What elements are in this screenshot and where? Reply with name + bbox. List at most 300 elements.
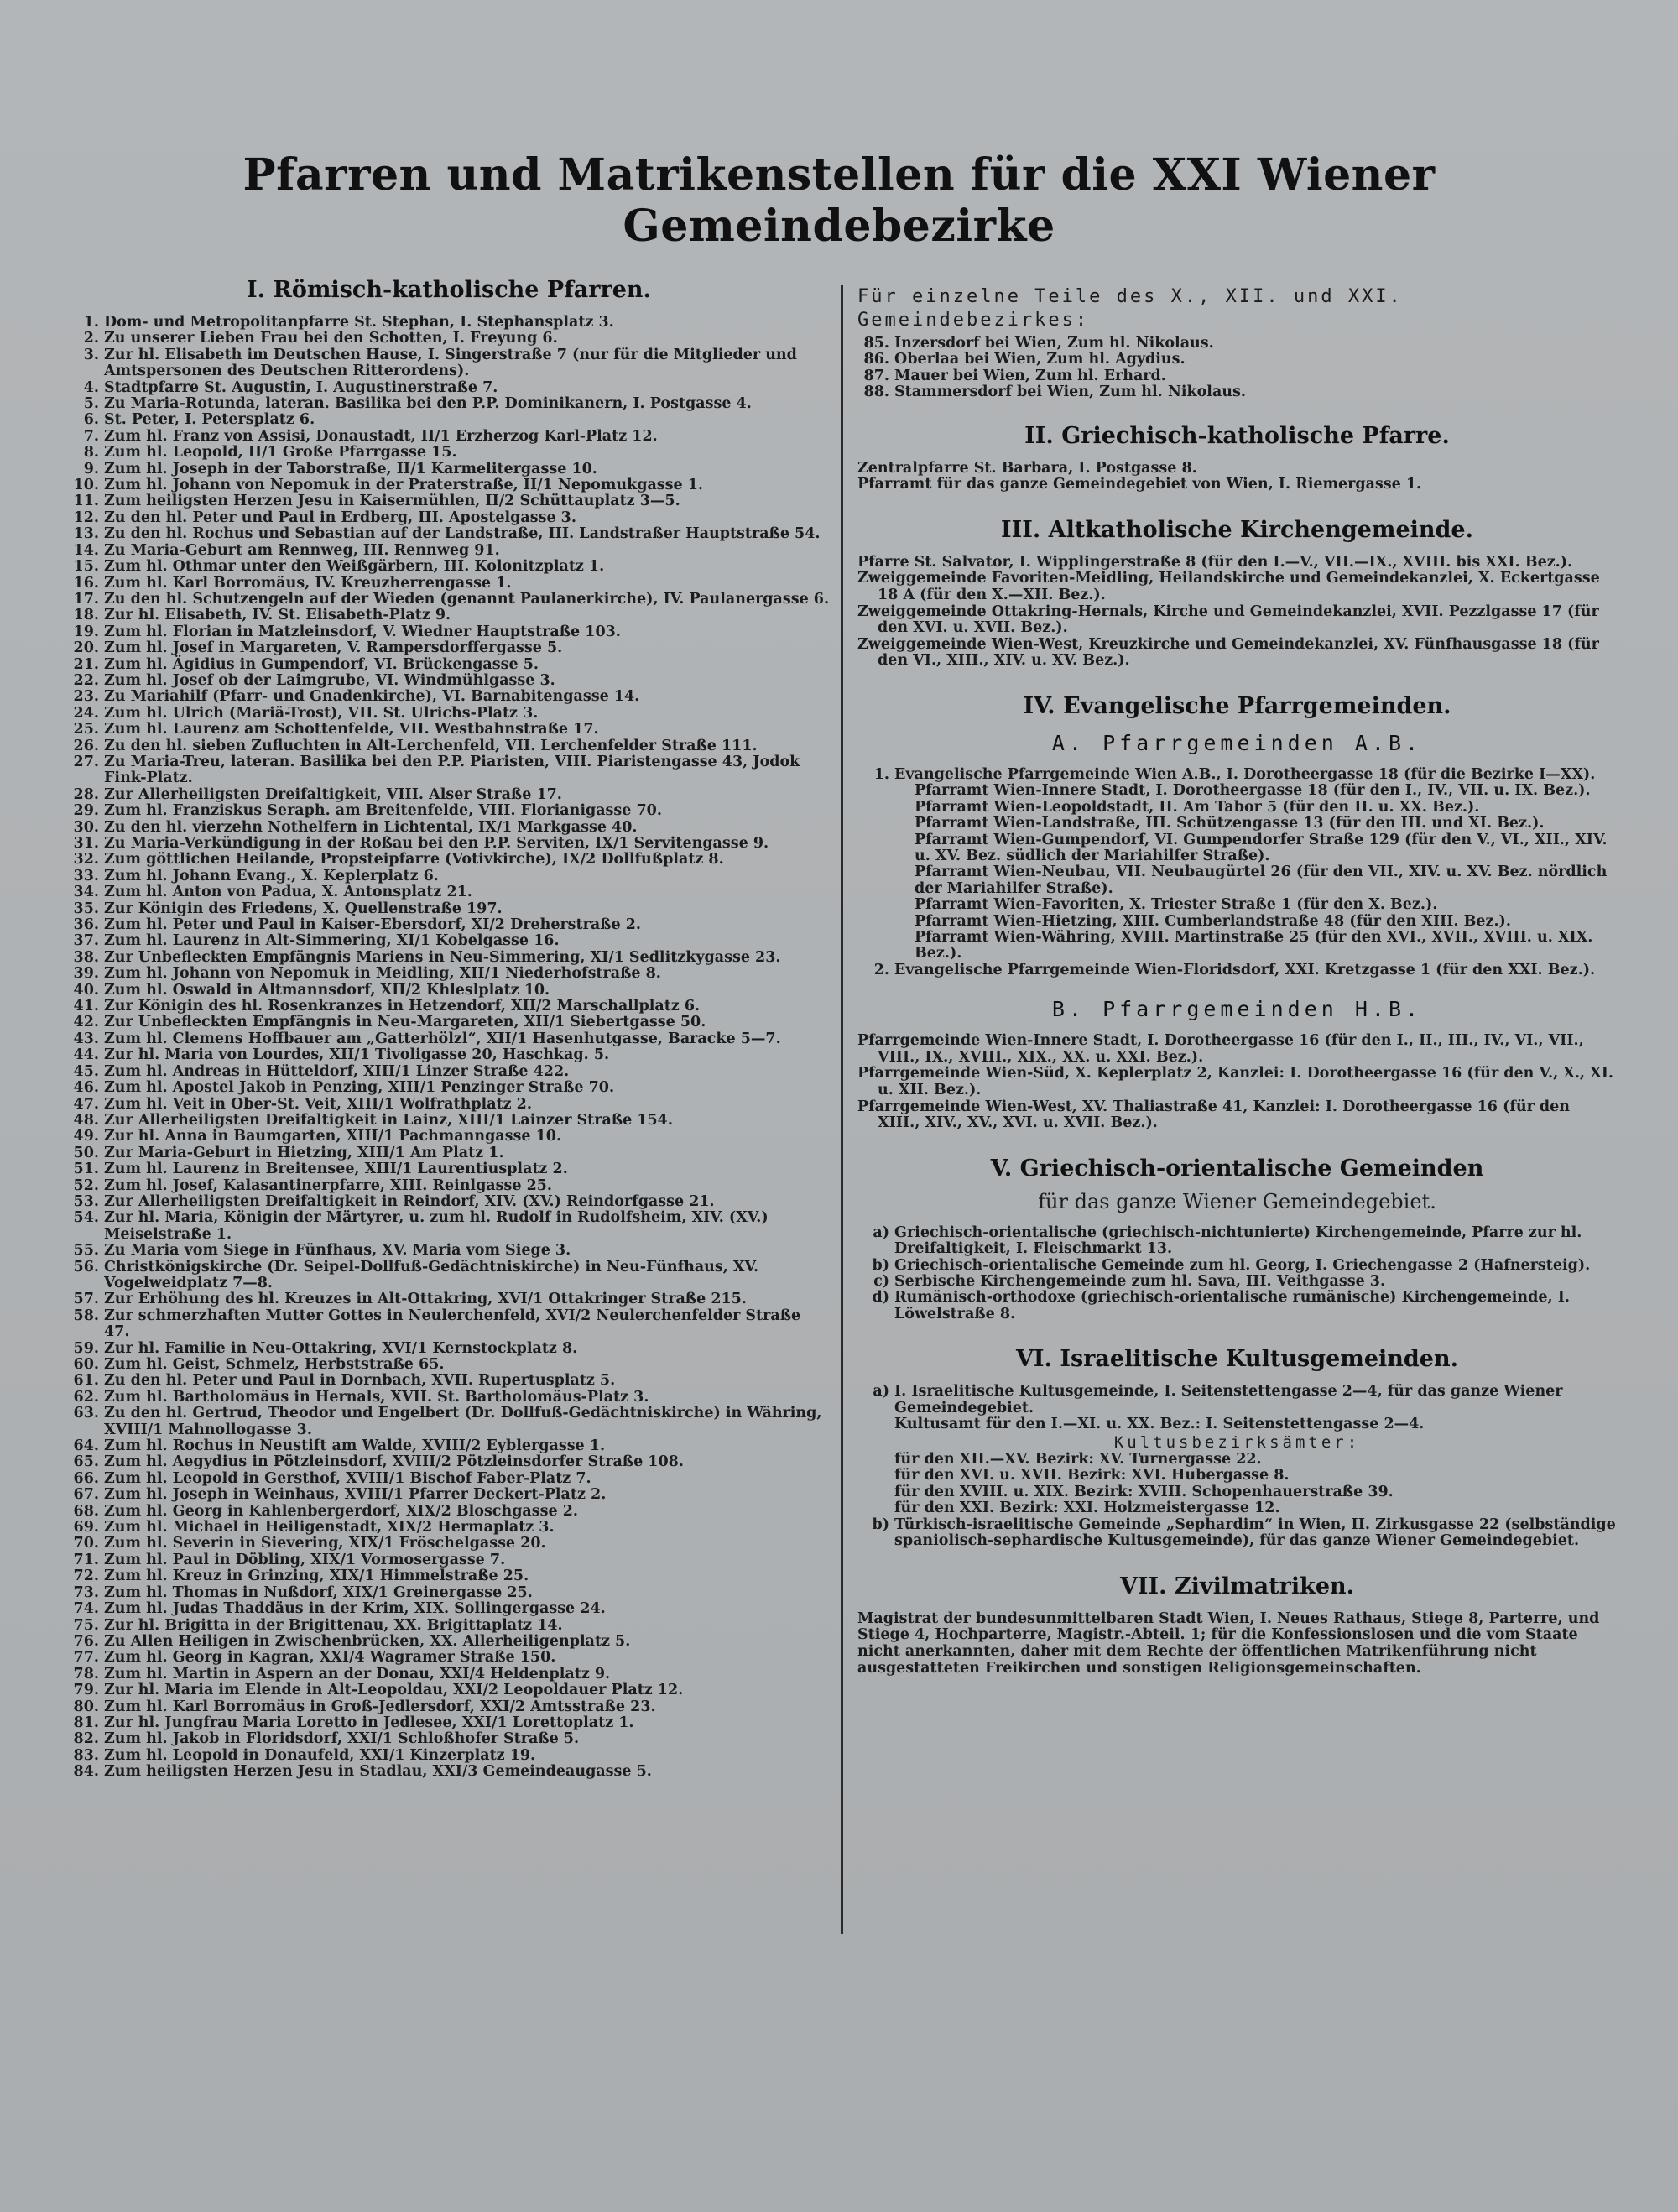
- entry-text: Zu den hl. Gertrud, Theodor und Engelbert (Dr. Dollfuß-Gedächtniskirche) in Währing, XVIII/1 Mahnollogasse 3.: [104, 1405, 822, 1438]
- entry-text: Zu Maria-Rotunda, lateran. Basilika bei den P.P. Dominikanern, I. Postgasse 4.: [104, 395, 752, 413]
- entry-text: Zu den hl. Peter und Paul in Dornbach, XVII. Rupertusplatz 5.: [104, 1372, 616, 1390]
- entry-text: Evangelische Pfarrgemeinde Wien-Floridsdorf, XXI. Kretzgasse 1 (für den XXI. Bez.).: [894, 961, 1596, 978]
- entry-text: Zur schmerzhaften Mutter Gottes in Neulerchenfeld, XVI/2 Neulerchenfelder Straße 47.: [104, 1307, 801, 1341]
- entry-number: [878, 783, 915, 799]
- entry-number: 16.: [73, 574, 99, 592]
- entry-text: Zur Königin des hl. Rosenkranzes in Hetzendorf, XII/2 Marschallplatz 6.: [104, 998, 701, 1015]
- entry-number: [878, 816, 915, 832]
- entry-number: 32.: [73, 851, 99, 869]
- entry-number: 61.: [73, 1372, 99, 1390]
- entry-text: I. Israelitische Kultusgemeinde, I. Seitenstettengasse 2—4, für das ganze Wiener Gemeindegebiet.: [894, 1383, 1563, 1416]
- parish-list-item: [67, 1373, 831, 1389]
- entry-number: 13.: [73, 525, 99, 543]
- entry-text: Pfarramt Wien-Währing, XVIII. Martinstraße 25 (für den XVI., XVII., XVIII. u. XIX. Bez.).: [915, 929, 1593, 963]
- kultusamt-line: Kultusamt für den I.—XI. u. XX. Bez.: I. Seitenstettengasse 2—4.: [894, 1416, 1425, 1433]
- entry-text: Zu den hl. vierzehn Nothelfern in Lichtental, IX/1 Markgasse 40.: [104, 818, 638, 836]
- partial-districts-block: [857, 285, 1617, 401]
- entry-number: 39.: [73, 965, 99, 983]
- entry-text: Zum hl. Leopold, II/1 Große Pfarrgasse 15.: [104, 444, 457, 462]
- entry-number: [878, 914, 915, 930]
- parish-list-item: [67, 462, 831, 477]
- entry-number: 15.: [73, 558, 99, 576]
- entry-number: 46.: [73, 1079, 99, 1097]
- entry-number: [878, 930, 915, 963]
- entry-number: 65.: [73, 1453, 99, 1471]
- parish-list-item: [67, 1520, 831, 1536]
- parish-list-item: [67, 933, 831, 949]
- entry-number: 20.: [73, 639, 99, 657]
- entry-text: Zur hl. Maria, Königin der Märtyrer, u. zum hl. Rudolf in Rudolfsheim, XIV. (XV.) Meiselstraße 1.: [104, 1209, 769, 1243]
- entry-number: 7.: [83, 427, 99, 445]
- parish-list-item: [67, 1650, 831, 1666]
- entry-text: Zum hl. Martin in Aspern an der Donau, XXI/4 Heldenplatz 9.: [104, 1665, 611, 1682]
- entry-number: a): [873, 1223, 889, 1241]
- parish-list-item: [67, 1129, 831, 1145]
- entry-number: 33.: [73, 867, 99, 884]
- entry-text: Zur hl. Elisabeth im Deutschen Hause, I. Singerstraße 7 (nur für die Mitglieder und Amtspersonen des Deutschen Ritterordens).: [104, 346, 797, 380]
- entry-text: Zur Allerheiligsten Dreifaltigkeit in Reindorf, XIV. (XV.) Reindorfgasse 21.: [104, 1192, 715, 1210]
- parish-list-item: [67, 706, 831, 722]
- parish-list-item: [67, 493, 831, 509]
- parish-list-item: [67, 917, 831, 933]
- entry-text: Zum hl. Laurenz am Schottenfelde, VII. Westbahnstraße 17.: [104, 721, 599, 738]
- entry-number: [878, 800, 915, 816]
- entry-number: 2.: [83, 330, 99, 347]
- entry-text: Pfarramt Wien-Hietzing, XIII. Cumberlandstraße 48 (für den XIII. Bez.).: [915, 912, 1511, 930]
- greek-orthodox-entry: [857, 1258, 1617, 1274]
- entry-text: Zur hl. Elisabeth, IV. St. Elisabeth-Platz 9.: [104, 607, 451, 624]
- parish-list-item: [857, 368, 1617, 384]
- parish-list-item: [67, 510, 831, 526]
- entry-number: 77.: [73, 1649, 99, 1667]
- entry-number: 82.: [73, 1730, 99, 1748]
- parish-list-item: [67, 836, 831, 852]
- entry-number: 52.: [73, 1176, 99, 1194]
- parish-list-item: [67, 576, 831, 592]
- parish-list-item: [67, 1308, 831, 1341]
- parish-list-item: [67, 689, 831, 705]
- kultusbezirksamt-line: für den XII.—XV. Bezirk: XV. Turnergasse 22.: [894, 1450, 1262, 1468]
- roman-catholic-parish-list: [67, 315, 831, 1781]
- parish-list-item: [67, 1601, 831, 1617]
- entry-text: Zum heiligsten Herzen Jesu in Stadlau, XXI/3 Gemeindeaugasse 5.: [104, 1763, 652, 1781]
- evangelical-ab-entry: [857, 767, 1617, 783]
- entry-number: 69.: [73, 1519, 99, 1536]
- parish-list-item: [857, 384, 1617, 400]
- entry-number: 47.: [73, 1095, 99, 1113]
- entry-number: 55.: [73, 1242, 99, 1260]
- entry-text: Zur hl. Brigitta in der Brigittenau, XX. Brigittaplatz 14.: [104, 1616, 563, 1634]
- greek-orthodox-entry: [857, 1290, 1617, 1323]
- partial-districts-intro: Für einzelne Teile des X., XII. und XXI. Gemeindebezirkes:: [857, 286, 1403, 331]
- parish-list-item: [67, 1682, 831, 1698]
- entry-number: 60.: [73, 1356, 99, 1373]
- entry-number: 74.: [73, 1600, 99, 1618]
- entry-text: Zur Königin des Friedens, X. Quellenstraße 197.: [104, 900, 503, 917]
- entry-text: Zum hl. Florian in Matzleinsdorf, V. Wiedner Hauptstraße 103.: [104, 623, 621, 640]
- entry-number: 78.: [73, 1665, 99, 1682]
- entry-number: 4.: [83, 378, 99, 396]
- section-heading-roman-catholic: I. Römisch-katholische Pfarren.: [247, 277, 651, 303]
- entry-number: 2.: [873, 961, 889, 978]
- parish-list-item: [67, 950, 831, 966]
- entry-text: Zum hl. Karl Borromäus in Groß-Jedlersdorf, XXI/2 Amtsstraße 23.: [104, 1698, 656, 1715]
- kultusbezirksaemter-list: [857, 1452, 1617, 1517]
- parish-list-item: [67, 1080, 831, 1096]
- section-heading-old-catholic: III. Altkatholische Kirchengemeinde.: [1000, 516, 1474, 543]
- entry-number: 23.: [73, 688, 99, 706]
- entry-number: [878, 897, 915, 913]
- entry-number: 66.: [73, 1469, 99, 1487]
- entry-number: 64.: [73, 1437, 99, 1455]
- partial-districts-list: [857, 336, 1617, 401]
- entry-number: d): [872, 1289, 889, 1307]
- entry-text: Zum hl. Leopold in Donaufeld, XXI/1 Kinzerplatz 19.: [104, 1746, 536, 1764]
- entry-number: 56.: [73, 1258, 99, 1276]
- parish-list-item: [67, 624, 831, 640]
- entry-text: Stammersdorf bei Wien, Zum hl. Nikolaus.: [894, 383, 1246, 401]
- entry-text: Zum hl. Andreas in Hütteldorf, XIII/1 Linzer Straße 422.: [104, 1062, 570, 1080]
- parish-list-item: [67, 1194, 831, 1210]
- entry-number: 43.: [73, 1030, 99, 1047]
- entry-number: 44.: [73, 1046, 99, 1064]
- parish-list-item: [67, 543, 831, 559]
- entry-text: Zu Allen Heiligen in Zwischenbrücken, XX. Allerheiligenplatz 5.: [104, 1632, 631, 1650]
- parish-list-item: [67, 1699, 831, 1715]
- entry-number: 83.: [73, 1746, 99, 1764]
- entry-text: Zum hl. Georg in Kahlenbergerdorf, XIX/2 Bloschgasse 2.: [104, 1502, 578, 1520]
- entry-text: Zum hl. Karl Borromäus, IV. Kreuzherrengasse 1.: [104, 574, 512, 592]
- parish-list-item: [67, 1243, 831, 1259]
- parish-list-item: [67, 1291, 831, 1307]
- entry-text: Griechisch-orientalische (griechisch-nichtunierte) Kirchengemeinde, Pfarre zur hl. Dreifaltigkeit, I. Fleischmarkt 13.: [894, 1223, 1582, 1258]
- entry-text: St. Peter, I. Petersplatz 6.: [104, 411, 315, 429]
- entry-number: 87.: [863, 367, 889, 384]
- entry-number: 86.: [863, 351, 889, 368]
- kultusbezirksaemter-heading: Kultusbezirksämter:: [1113, 1432, 1361, 1452]
- evangelical-ab-entry: [857, 864, 1617, 897]
- entry-number: 54.: [73, 1209, 99, 1227]
- parish-list-item: [67, 380, 831, 396]
- entry-text: Zu Maria-Treu, lateran. Basilika bei den P.P. Piaristen, VIII. Piaristengasse 43, Jodok Fink-Platz.: [104, 753, 800, 787]
- old-catholic-entry: Zweiggemeinde Wien-West, Kreuzkirche und Gemeindekanzlei, XV. Fünfhausgasse 18 (für den VI., XIII., XIV. u. XV. Bez.).: [857, 635, 1599, 670]
- entry-text: Zum hl. Paul in Döbling, XIX/1 Vormosergasse 7.: [104, 1551, 506, 1568]
- entry-number: 11.: [73, 493, 99, 510]
- old-catholic-entry: Pfarre St. Salvator, I. Wipplingerstraße 8 (für den I.—V., VII.—IX., XVIII. bis XXI. Bez.).: [857, 553, 1573, 571]
- parish-list-item: [67, 412, 831, 428]
- entry-text: Zum hl. Joseph in Weinhaus, XVIII/1 Pfarrer Deckert-Platz 2.: [104, 1486, 607, 1504]
- evangelical-ab-entry: [857, 783, 1617, 799]
- entry-text: Zum göttlichen Heilande, Propsteipfarre (Votivkirche), IX/2 Dollfußplatz 8.: [104, 851, 724, 869]
- evangelical-ab-entry: [857, 963, 1617, 978]
- parish-list-item: [67, 738, 831, 754]
- section-civil-registry: [857, 1573, 1617, 1677]
- entry-number: 88.: [863, 383, 889, 401]
- entry-number: 80.: [73, 1698, 99, 1715]
- section-israelite: [857, 1346, 1617, 1550]
- entry-number: 18.: [73, 607, 99, 624]
- entry-number: 73.: [73, 1583, 99, 1601]
- evangelical-ab-entry: [857, 914, 1617, 930]
- entry-text: Zur Unbefleckten Empfängnis in Neu-Margareten, XII/1 Siebertgasse 50.: [104, 1014, 706, 1031]
- parish-list-item: [67, 869, 831, 884]
- entry-text: Zu den hl. sieben Zufluchten in Alt-Lerchenfeld, VII. Lerchenfelder Straße 111.: [104, 737, 758, 754]
- parish-list-item: [67, 315, 831, 331]
- entry-text: Pfarramt Wien-Favoriten, X. Triester Straße 1 (für den X. Bez.).: [915, 896, 1438, 914]
- entry-number: 26.: [73, 737, 99, 754]
- parish-list-item: [67, 803, 831, 819]
- entry-text: Inzersdorf bei Wien, Zum hl. Nikolaus.: [894, 335, 1214, 352]
- entry-text: Zum hl. Franziskus Seraph. am Breitenfelde, VIII. Florianigasse 70.: [104, 802, 662, 820]
- entry-text: Zur Allerheiligsten Dreifaltigkeit, VIII. Alser Straße 17.: [104, 785, 562, 803]
- entry-text: Pfarramt Wien-Landstraße, III. Schützengasse 13 (für den III. und XI. Bez.).: [915, 815, 1545, 832]
- parish-list-item: [67, 1748, 831, 1764]
- entry-text: Zur hl. Anna in Baumgarten, XIII/1 Pachmanngasse 10.: [104, 1128, 562, 1145]
- entry-text: Zum hl. Ulrich (Mariä-Trost), VII. St. Ulrichs-Platz 3.: [104, 704, 539, 722]
- entry-text: Rumänisch-orthodoxe (griechisch-orientalische rumänische) Kirchengemeinde, I. Löwelstraße 8.: [894, 1289, 1570, 1323]
- old-catholic-entry: Zweiggemeinde Ottakring-Hernals, Kirche und Gemeindekanzlei, XVII. Pezzlgasse 17 (für den XVI. u. XVII. Bez.).: [857, 603, 1599, 637]
- entry-text: Zum hl. Othmar unter den Weißgärbern, III. Kolonitzplatz 1.: [104, 558, 605, 576]
- entry-number: 62.: [73, 1388, 99, 1406]
- entry-text: Zum hl. Franz von Assisi, Donaustadt, II/1 Erzherzog Karl-Platz 12.: [104, 427, 658, 445]
- entry-text: Pfarramt Wien-Leopoldstadt, II. Am Tabor 5 (für den II. u. XX. Bez.).: [915, 798, 1480, 816]
- section-greek-orthodox: [857, 1156, 1617, 1323]
- entry-text: Oberlaa bei Wien, Zum hl. Agydius.: [894, 351, 1186, 368]
- entry-text: Stadtpfarre St. Augustin, I. Augustinerstraße 7.: [104, 378, 498, 396]
- entry-number: 36.: [73, 916, 99, 934]
- entry-number: 5.: [83, 395, 99, 413]
- parish-list-item: [67, 1260, 831, 1292]
- entry-text: Zur Allerheiligsten Dreifaltigkeit in Lainz, XIII/1 Lainzer Straße 154.: [104, 1111, 673, 1129]
- entry-number: 31.: [73, 835, 99, 852]
- entry-number: 12.: [73, 509, 99, 526]
- evangelical-ab-entry: [857, 800, 1617, 816]
- entry-text: Griechisch-orientalische Gemeinde zum hl. Georg, I. Griechengasse 2 (Hafnersteig).: [894, 1256, 1591, 1274]
- parish-list-item: [67, 1568, 831, 1584]
- entry-text: Zum hl. Apostel Jakob in Penzing, XIII/1 Penzinger Straße 70.: [104, 1079, 615, 1097]
- evangelical-hb-entry: Pfarrgemeinde Wien-West, XV. Thaliastraße 41, Kanzlei: I. Dorotheergasse 16 (für den XIII., XIV., XV., XVI. u. XVII. Bez.).: [857, 1098, 1571, 1132]
- entry-number: 19.: [73, 623, 99, 640]
- parish-list-item: [67, 445, 831, 461]
- parish-list-item: [67, 999, 831, 1015]
- entry-text: Zum hl. Kreuz in Grinzing, XIX/1 Himmelstraße 25.: [104, 1568, 529, 1585]
- entry-number: 30.: [73, 818, 99, 836]
- parish-list-item: [67, 1504, 831, 1520]
- entry-text: Türkisch-israelitische Gemeinde „Sephardim“ in Wien, II. Zirkusgasse 22 (selbständige spaniolisch-sephardische Kultusgemeinde), für das ganze Wiener Gemeindegebiet.: [894, 1516, 1616, 1550]
- parish-list-item: [67, 1113, 831, 1129]
- parish-list-item: [67, 1487, 831, 1503]
- israelite-entry-a: [857, 1384, 1617, 1416]
- parish-list-item: [67, 884, 831, 900]
- entry-number: 45.: [73, 1062, 99, 1080]
- entry-number: 9.: [83, 460, 99, 477]
- entry-number: 58.: [73, 1307, 99, 1324]
- parish-list-item: [67, 1585, 831, 1601]
- entry-text: Zum hl. Severin in Sievering, XIX/1 Fröschelgasse 20.: [104, 1535, 546, 1552]
- entry-number: 21.: [73, 655, 99, 673]
- entry-text: Zum hl. Leopold in Gersthof, XVIII/1 Bischof Faber-Platz 7.: [104, 1469, 591, 1487]
- entry-text: Zum hl. Anton von Padua, X. Antonsplatz 21.: [104, 884, 472, 901]
- parish-list-item: [857, 336, 1617, 352]
- entry-number: 40.: [73, 981, 99, 999]
- entry-text: Zu den hl. Rochus und Sebastian auf der Landstraße, III. Landstraßer Hauptstraße 54.: [104, 525, 821, 543]
- entry-text: Zum hl. Johann Evang., X. Keplerplatz 6.: [104, 867, 439, 884]
- israelite-entry-b: [857, 1517, 1617, 1550]
- entry-number: 84.: [73, 1763, 99, 1781]
- entry-number: 53.: [73, 1192, 99, 1210]
- evangelical-ab-entry: [857, 897, 1617, 913]
- entry-number: 28.: [73, 785, 99, 803]
- entry-text: Zum heiligsten Herzen Jesu in Kaisermühlen, II/2 Schüttauplatz 3—5.: [104, 493, 680, 510]
- parish-list-item: [67, 347, 831, 380]
- parish-list-item: [67, 1341, 831, 1357]
- entry-text: Zur Erhöhung des hl. Kreuzes in Alt-Ottakring, XVI/1 Ottakringer Straße 215.: [104, 1291, 747, 1308]
- entry-text: Zum hl. Clemens Hoffbauer am „Gatterhölzl“, XII/1 Hasenhutgasse, Baracke 5—7.: [104, 1030, 781, 1047]
- entry-text: Zum hl. Jakob in Floridsdorf, XXI/1 Schloßhofer Straße 5.: [104, 1730, 580, 1748]
- parish-list-item: [67, 1145, 831, 1161]
- greek-orthodox-entry: [857, 1225, 1617, 1258]
- entry-text: Zum hl. Peter und Paul in Kaiser-Ebersdorf, XI/2 Dreherstraße 2.: [104, 916, 641, 934]
- parish-list-item: [67, 1471, 831, 1487]
- parish-list-item: [67, 754, 831, 787]
- parish-list-item: [67, 1031, 831, 1047]
- entry-number: 41.: [73, 998, 99, 1015]
- entry-number: 34.: [73, 884, 99, 901]
- entry-number: 27.: [73, 753, 99, 770]
- entry-text: Zu den hl. Schutzengeln auf der Wieden (genannt Paulanerkirche), IV. Paulanergasse 6.: [104, 590, 830, 608]
- entry-number: 1.: [873, 765, 889, 783]
- entry-text: Zum hl. Bartholomäus in Hernals, XVII. St. Bartholomäus-Platz 3.: [104, 1388, 649, 1406]
- entry-text: Zum hl. Rochus in Neustift am Walde, XVIII/2 Eyblergasse 1.: [104, 1437, 606, 1455]
- old-catholic-entry: Zweiggemeinde Favoriten-Meidling, Heilandskirche und Gemeindekanzlei, X. Eckertgasse 18 A (für den X.—XII. Bez.).: [857, 570, 1600, 603]
- entry-number: 50.: [73, 1144, 99, 1161]
- entry-number: 81.: [73, 1714, 99, 1731]
- entry-text: Zum hl. Geist, Schmelz, Herbststraße 65.: [104, 1356, 445, 1373]
- kultusbezirksamt-line: für den XVI. u. XVII. Bezirk: XVI. Hubergasse 8.: [894, 1467, 1290, 1484]
- subheading-ab: A. Pfarrgemeinden A.B.: [1051, 730, 1423, 755]
- entry-text: Zum hl. Ägidius in Gumpendorf, VI. Brückengasse 5.: [104, 655, 539, 673]
- civil-registry-text: Magistrat der bundesunmittelbaren Stadt Wien, I. Neues Rathaus, Stiege 8, Parterre, und Stiege 4, Hochparterre, Magistr.-Abteil. 1; für die Konfessionslosen und die vom Staate nicht anerkannten, daher mit dem Rechte der öffentlichen Matrikenführung nicht ausgestatteten Freikirchen und sonstigen Religionsgemeinschaften.: [857, 1609, 1600, 1677]
- greek-orthodox-subheading: für das ganze Wiener Gemeindegebiet.: [1038, 1189, 1436, 1213]
- entry-text: Zum hl. Johann von Nepomuk in der Praterstraße, II/1 Nepomukgasse 1.: [104, 477, 703, 494]
- entry-text: Mauer bei Wien, Zum hl. Erhard.: [894, 367, 1166, 384]
- entry-text: Pfarramt Wien-Neubau, VII. Neubaugürtel 26 (für den VII., XIV. u. XV. Bez. nördlich der Mariahilfer Straße).: [915, 863, 1608, 897]
- entry-number: [878, 832, 915, 865]
- parish-list-item: [67, 1438, 831, 1454]
- entry-text: Zur hl. Maria im Elende in Alt-Leopoldau, XXI/2 Leopoldauer Platz 12.: [104, 1682, 684, 1699]
- entry-text: Zur hl. Maria von Lourdes, XII/1 Tivoligasse 20, Haschkag. 5.: [104, 1046, 610, 1064]
- entry-number: 35.: [73, 900, 99, 917]
- entry-number: 29.: [73, 802, 99, 820]
- entry-number: 42.: [73, 1014, 99, 1031]
- entry-number: 51.: [73, 1161, 99, 1178]
- entry-text: Zur hl. Familie in Neu-Ottakring, XVI/1 Kernstockplatz 8.: [104, 1339, 578, 1357]
- parish-list-item: [67, 852, 831, 868]
- old-catholic-list: [857, 555, 1617, 670]
- entry-number: 24.: [73, 704, 99, 722]
- section-heading-greek-catholic: II. Griechisch-katholische Pfarre.: [1024, 422, 1450, 449]
- entry-text: Zum hl. Aegydius in Pötzleinsdorf, XVIII/2 Pötzleinsdorfer Straße 108.: [104, 1453, 684, 1471]
- parish-list-item: [67, 477, 831, 493]
- parish-list-item: [67, 966, 831, 982]
- entry-text: Zu Maria vom Siege in Fünfhaus, XV. Maria vom Siege 3.: [104, 1242, 571, 1260]
- entry-text: Zu den hl. Peter und Paul in Erdberg, III. Apostelgasse 3.: [104, 509, 576, 526]
- greek-catholic-line: Pfarramt für das ganze Gemeindegebiet von Wien, I. Riemergasse 1.: [857, 476, 1422, 493]
- greek-orthodox-list: [857, 1225, 1617, 1323]
- entry-number: b): [872, 1256, 889, 1274]
- entry-text: Zur Unbefleckten Empfängnis Mariens in Neu-Simmering, XI/1 Sedlitzkygasse 23.: [104, 948, 781, 966]
- entry-number: 3.: [83, 346, 99, 363]
- entry-number: 6.: [83, 411, 99, 429]
- right-column: [857, 285, 1617, 1700]
- parish-list-item: [67, 559, 831, 575]
- evangelical-ab-entry: [857, 816, 1617, 832]
- greek-orthodox-entry: [857, 1274, 1617, 1290]
- parish-list-item: [67, 1047, 831, 1063]
- evangelical-ab-entry: [857, 832, 1617, 865]
- parish-list-item: [67, 787, 831, 803]
- parish-list-item: [67, 1210, 831, 1243]
- entry-text: Zum hl. Laurenz in Alt-Simmering, XI/1 Kobelgasse 16.: [104, 932, 560, 950]
- entry-number: 63.: [73, 1405, 99, 1422]
- entry-number: 10.: [73, 477, 99, 494]
- parish-list-item: [67, 1731, 831, 1747]
- entry-number: 48.: [73, 1111, 99, 1129]
- kultusbezirksamt-line: für den XXI. Bezirk: XXI. Holzmeistergasse 12.: [894, 1500, 1280, 1517]
- kultusbezirksamt-line: für den XVIII. u. XIX. Bezirk: XVIII. Schopenhauerstraße 39.: [894, 1483, 1394, 1500]
- evangelical-hb-entry: Pfarrgemeinde Wien-Süd, X. Keplerplatz 2, Kanzlei: I. Dorotheergasse 16 (für den V., X., XI. u. XII. Bez.).: [857, 1065, 1613, 1099]
- entry-text: Christkönigskirche (Dr. Seipel-Dollfuß-Gedächtniskirche) in Neu-Fünfhaus, XV. Vogelweidplatz 7—8.: [104, 1258, 759, 1291]
- parish-list-item: [67, 1390, 831, 1406]
- section-heading-civil-registry: VII. Zivilmatriken.: [1119, 1573, 1355, 1599]
- parish-list-item: [67, 1178, 831, 1194]
- section-heading-israelite: VI. Israelitische Kultusgemeinden.: [1015, 1346, 1459, 1373]
- entry-number: 71.: [73, 1551, 99, 1568]
- entry-number: 1.: [83, 314, 99, 331]
- column-divider: [841, 285, 843, 1934]
- section-heading-evangelical: IV. Evangelische Pfarrgemeinden.: [1023, 692, 1451, 719]
- parish-list-item: [67, 331, 831, 347]
- parish-list-item: [67, 1764, 831, 1780]
- parish-list-item: [67, 722, 831, 738]
- entry-text: Serbische Kirchengemeinde zum hl. Sava, III. Veithgasse 3.: [894, 1273, 1386, 1291]
- section-heading-greek-orthodox: V. Griechisch-orientalische Gemeinden: [990, 1155, 1484, 1182]
- entry-text: Zu unserer Lieben Frau bei den Schotten, I. Freyung 6.: [104, 330, 558, 347]
- entry-text: Zum hl. Josef, Kalasantinerpfarre, XIII. Reinlgasse 25.: [104, 1176, 553, 1194]
- page-title: Pfarren und Matrikenstellen für die XXI Wiener Gemeindebezirke: [242, 149, 1436, 252]
- entry-text: Zu Maria-Verkündigung in der Roßau bei den P.P. Serviten, IX/1 Servitengasse 9.: [104, 835, 769, 852]
- parish-list-item: [67, 1715, 831, 1731]
- parish-list-item: [67, 983, 831, 999]
- entry-text: Zum hl. Joseph in der Taborstraße, II/1 Karmelitergasse 10.: [104, 460, 597, 477]
- evangelical-ab-entry: [857, 930, 1617, 963]
- evangelical-hb-entry: Pfarrgemeinde Wien-Innere Stadt, I. Dorotheergasse 16 (für den I., II., III., IV., VI., VII., VIII., IX., XVIII., XIX., XX. u. XXI. Bez.).: [857, 1032, 1584, 1066]
- parish-list-item: [67, 1454, 831, 1470]
- parish-list-item: [67, 901, 831, 917]
- entry-label: a): [873, 1383, 889, 1401]
- entry-number: 38.: [73, 948, 99, 966]
- entry-label: b): [872, 1516, 889, 1534]
- entry-number: [878, 864, 915, 897]
- entry-number: 85.: [863, 335, 889, 352]
- entry-text: Zum hl. Oswald in Altmannsdorf, XII/2 Khleslplatz 10.: [104, 981, 550, 999]
- parish-list-item: [67, 429, 831, 445]
- entry-text: Pfarramt Wien-Gumpendorf, VI. Gumpendorfer Straße 129 (für den V., VI., XII., XIV. u. XV. Bez. südlich der Mariahilfer Straße).: [915, 831, 1608, 864]
- evangelical-ab-list: [857, 767, 1617, 978]
- left-column: [67, 277, 831, 1781]
- subheading-hb: B. Pfarrgemeinden H.B.: [1051, 997, 1423, 1022]
- parish-list-item: [67, 657, 831, 673]
